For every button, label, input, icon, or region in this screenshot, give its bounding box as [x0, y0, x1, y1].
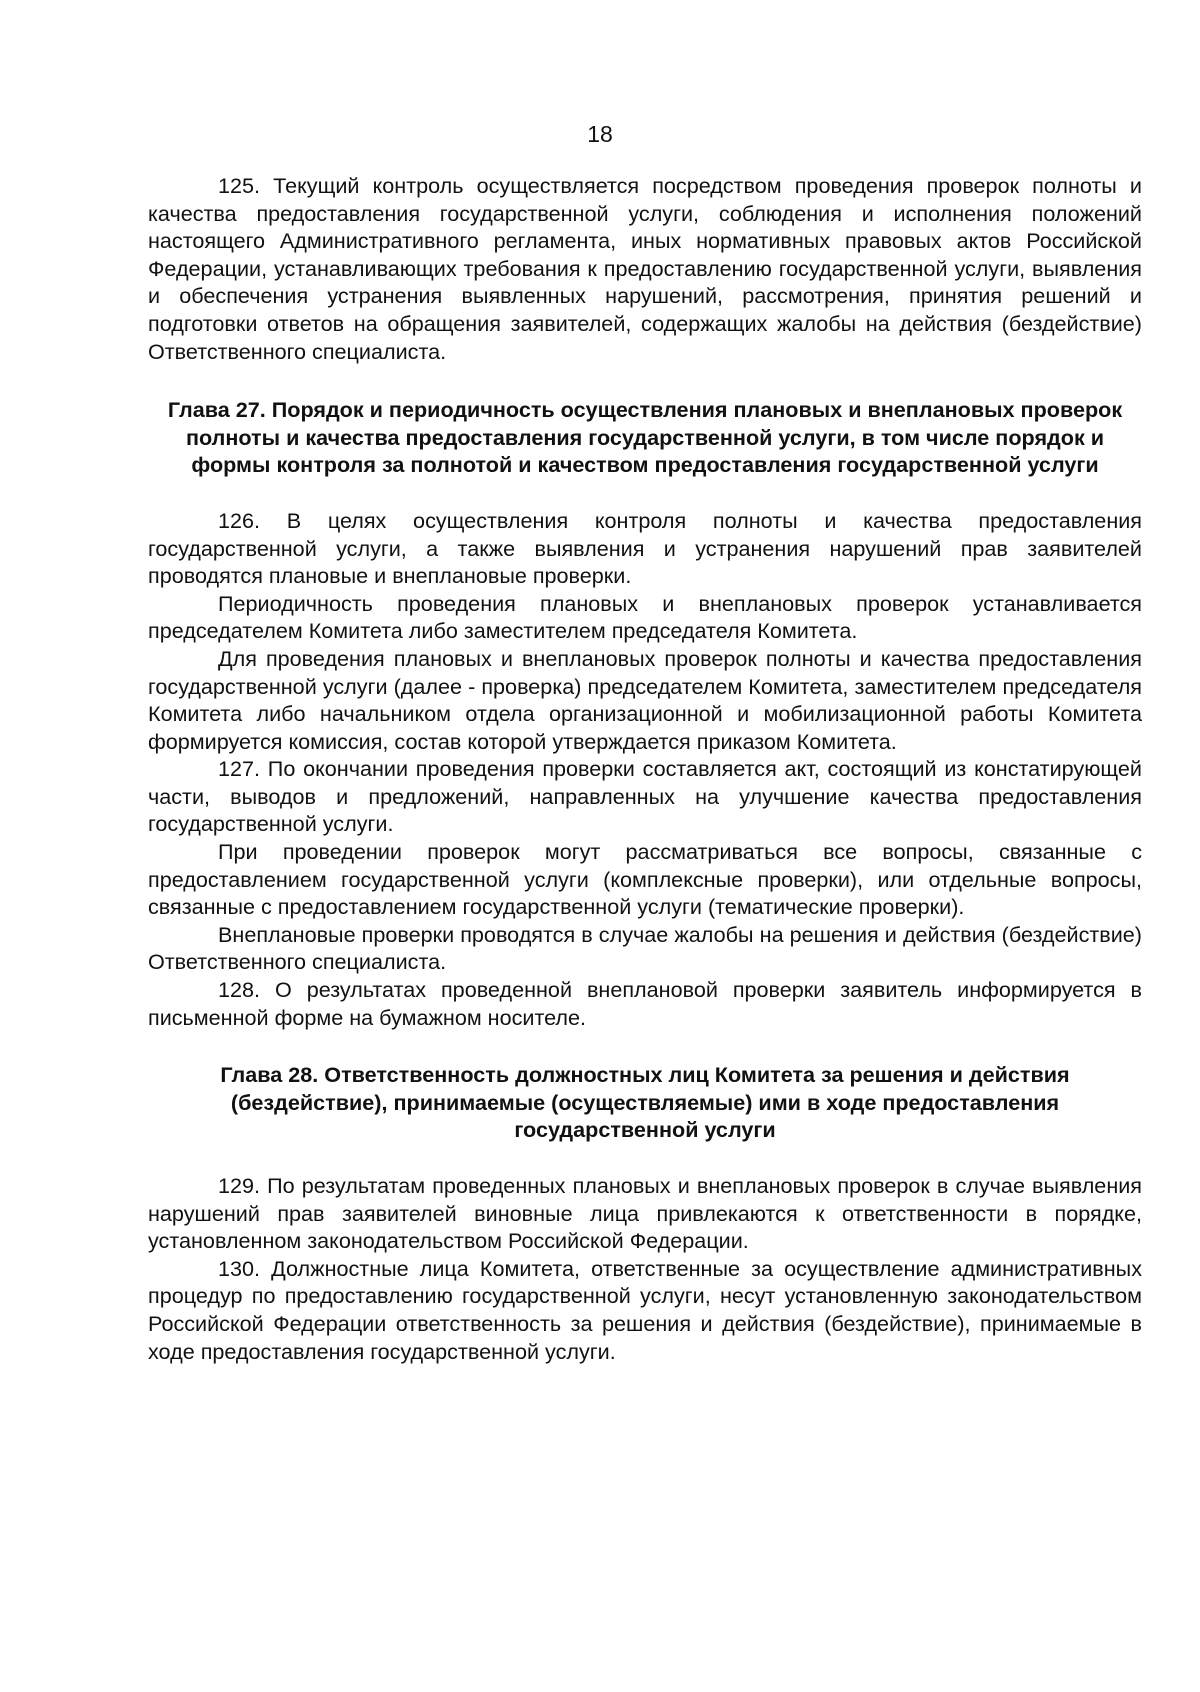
paragraph-126-periodicity: Периодичность проведения плановых и внеплановых проверок устанавливается председателем Комитета либо заместителем председателя Комитета. — [148, 590, 1142, 644]
paragraph-128: 128. О результатах проведенной внеплановой проверки заявитель информируется в письменной форме на бумажном носителе. — [148, 977, 1142, 1030]
paragraph-129: 129. По результатам проведенных плановых и внеплановых проверок в случае выявления нарушений прав заявителей виновные лица привлекаются к ответственности в порядке, установленном законодательством Российской Федерации. — [148, 1173, 1142, 1254]
paragraph-126: 126. В целях осуществления контроля полноты и качества предоставления государственной услуги, а также выявления и устранения нарушений прав заявителей проводятся плановые и внеплановые проверки. — [148, 507, 1142, 589]
chapter-27-heading: Глава 27. Порядок и периодичность осуществления плановых и внеплановых проверок полноты и качества предоставления государственной услуги, в том числе порядок и формы контроля за полнотой и качеством предоставления государственной услуги — [167, 397, 1123, 478]
paragraph-127-scope: При проведении проверок могут рассматриваться все вопросы, связанные с предоставлением государственной услуги (комплексные проверки), или отдельные вопросы, связанные с предоставлением государственной услуги (тематические проверки). — [148, 839, 1142, 920]
document-body — [148, 172, 1142, 1365]
paragraph-127: 127. По окончании проведения проверки составляется акт, состоящий из констатирующей части, выводов и предложений, направленных на улучшение качества предоставления государственной услуги. — [148, 756, 1142, 837]
paragraph-126-commission: Для проведения плановых и внеплановых проверок полноты и качества предоставления государственной услуги (далее - проверка) председателем Комитета, заместителем председателя Комитета либо начальником отдела организационной и мобилизационной работы Комитета формируется комиссия, состав которой утверждается приказом Комитета. — [148, 645, 1142, 754]
paragraph-130: 130. Должностные лица Комитета, ответственные за осуществление административных процедур по предоставлению государственной услуги, несут установленную законодательством Российской Федерации ответственность за решения и действия (бездействие), принимаемые в ходе предоставления государственной услуги. — [148, 1255, 1142, 1364]
paragraph-125: 125. Текущий контроль осуществляется посредством проведения проверок полноты и качества предоставления государственной услуги, соблюдения и исполнения положений настоящего Административного регламента, иных нормативных правовых актов Российской Федерации, устанавливающих требования к предоставлению государственной услуги, выявления и обеспечения устранения выявленных нарушений, рассмотрения, принятия решений и подготовки ответов на обращения заявителей, содержащих жалобы на действия (бездействие) Ответственного специалиста. — [148, 173, 1142, 364]
chapter-28-heading: Глава 28. Ответственность должностных лиц Комитета за решения и действия (бездействие), принимаемые (осуществляемые) ими в ходе предоставления государственной услуги — [220, 1062, 1070, 1143]
page-number: 18 — [587, 121, 613, 147]
paragraph-127-unscheduled: Внеплановые проверки проводятся в случае жалобы на решения и действия (бездействие) Ответственного специалиста. — [148, 921, 1142, 975]
